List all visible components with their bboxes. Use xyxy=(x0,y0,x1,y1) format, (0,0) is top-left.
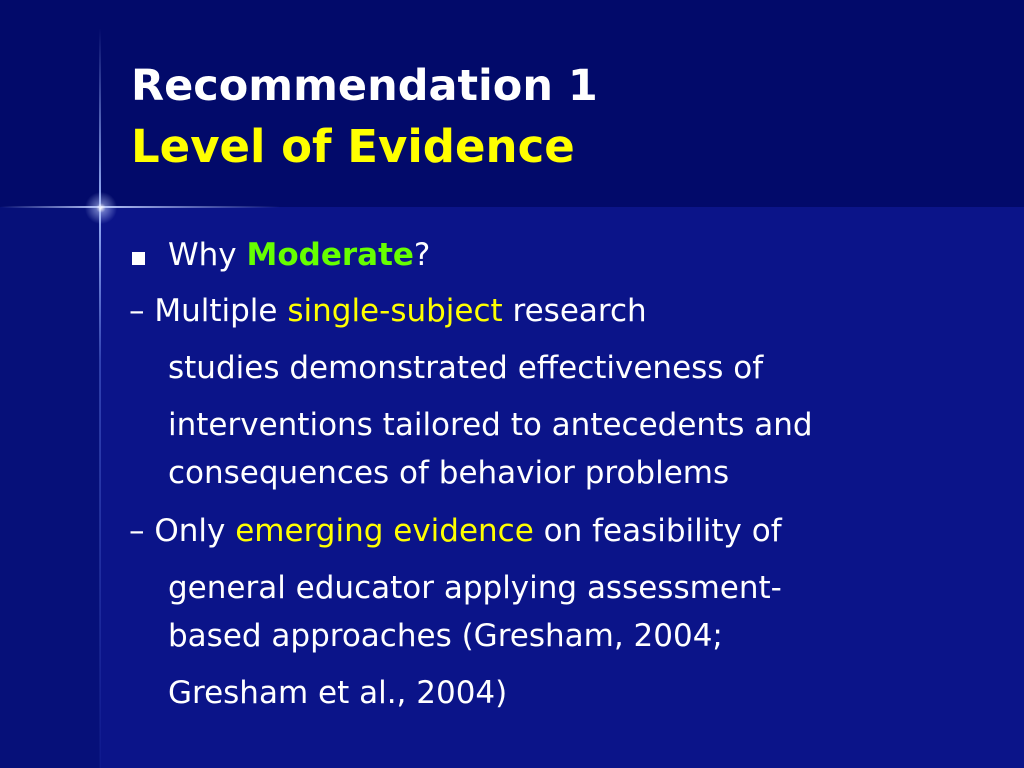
point-1-before: Multiple xyxy=(154,293,288,329)
point-1-continuation-3: consequences of behavior problems xyxy=(168,455,730,491)
point-1-continuation-1: studies demonstrated effectiveness of xyxy=(168,350,764,386)
slide-title: Recommendation 1 xyxy=(131,61,598,111)
decorative-horizontal-line xyxy=(0,206,280,208)
point-2-continuation-1: general educator applying assessment- xyxy=(168,570,782,606)
bullet-prefix: Why xyxy=(168,237,247,273)
bullet-square-icon xyxy=(132,252,145,265)
left-strip xyxy=(0,207,100,768)
point-2-before: Only xyxy=(154,513,236,549)
point-1-continuation-2: interventions tailored to antecedents and xyxy=(168,407,813,443)
point-1-dash: – xyxy=(129,293,155,329)
decorative-vertical-line xyxy=(99,28,101,768)
point-2-highlight: emerging evidence xyxy=(235,513,534,549)
sparkle-icon xyxy=(82,189,120,227)
point-1-after: research xyxy=(502,293,647,329)
bullet-line xyxy=(168,236,430,274)
point-2-line xyxy=(129,512,782,550)
slide-subtitle: Level of Evidence xyxy=(131,120,575,173)
point-1-line xyxy=(129,292,647,330)
point-2-continuation-3: Gresham et al., 2004) xyxy=(168,675,508,711)
point-1-highlight: single-subject xyxy=(287,293,503,329)
point-2-after: on feasibility of xyxy=(533,513,782,549)
point-2-continuation-2: based approaches (Gresham, 2004; xyxy=(168,618,723,654)
bullet-highlight: Moderate xyxy=(246,237,414,273)
point-2-dash: – xyxy=(129,513,155,549)
bullet-suffix: ? xyxy=(413,237,431,273)
